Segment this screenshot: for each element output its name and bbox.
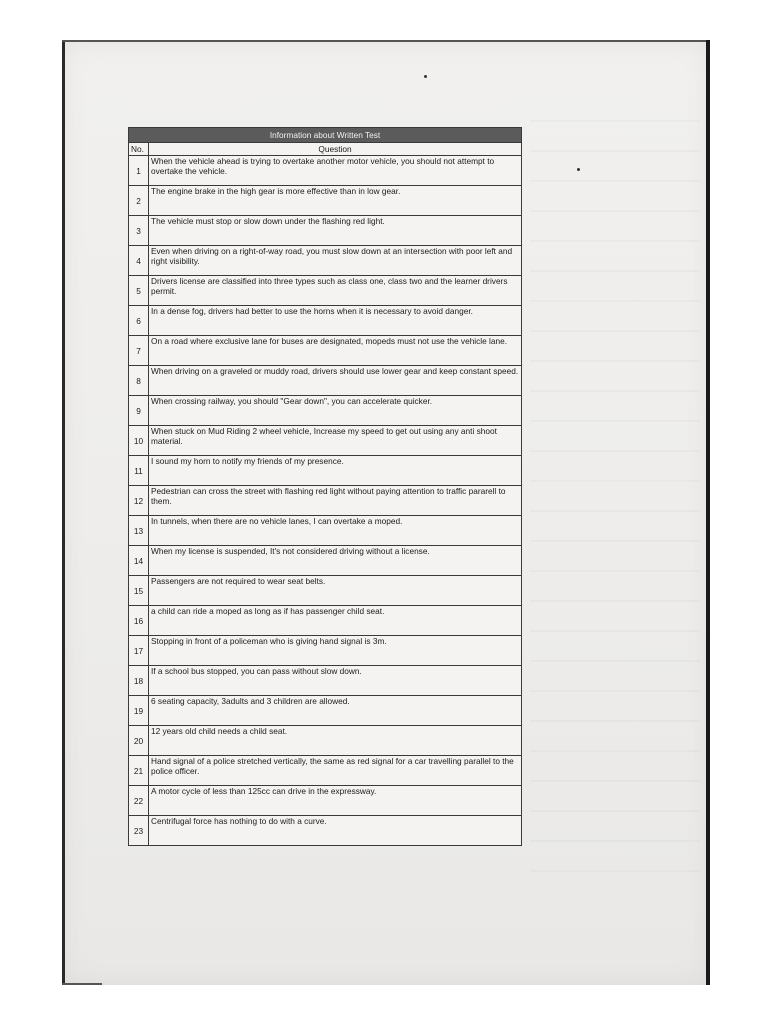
question-number: 10 (129, 426, 149, 456)
question-number: 4 (129, 246, 149, 276)
question-number: 13 (129, 516, 149, 546)
table-row (129, 606, 522, 636)
question-number: 3 (129, 216, 149, 246)
question-text: In a dense fog, drivers had better to use the horns when it is necessary to avoid danger. (149, 306, 522, 336)
question-text: A motor cycle of less than 125cc can drive in the expressway. (149, 786, 522, 816)
question-number: 23 (129, 816, 149, 846)
question-text: When stuck on Mud Riding 2 wheel vehicle, Increase my speed to get out using any anti shoot material. (149, 426, 522, 456)
table-body (129, 156, 522, 846)
question-text: The engine brake in the high gear is more effective than in low gear. (149, 186, 522, 216)
question-number: 22 (129, 786, 149, 816)
question-text: On a road where exclusive lane for buses are designated, mopeds must not use the vehicle lane. (149, 336, 522, 366)
table-row (129, 336, 522, 366)
header-question: Question (149, 143, 522, 156)
table-row (129, 756, 522, 786)
question-text: Hand signal of a police stretched vertically, the same as red signal for a car travelling parallel to the police officer. (149, 756, 522, 786)
question-text: 6 seating capacity, 3adults and 3 children are allowed. (149, 696, 522, 726)
question-number: 9 (129, 396, 149, 426)
question-text: Stopping in front of a policeman who is giving hand signal is 3m. (149, 636, 522, 666)
question-number: 17 (129, 636, 149, 666)
question-text: The vehicle must stop or slow down under the flashing red light. (149, 216, 522, 246)
table-row (129, 456, 522, 486)
table-row (129, 486, 522, 516)
written-test-table (128, 127, 522, 846)
table-title: Information about Written Test (129, 128, 522, 143)
sheet-edge-right (706, 40, 710, 985)
question-number: 14 (129, 546, 149, 576)
table-row (129, 306, 522, 336)
table-row (129, 426, 522, 456)
table-row (129, 576, 522, 606)
question-number: 12 (129, 486, 149, 516)
table-row (129, 396, 522, 426)
question-number: 2 (129, 186, 149, 216)
table-row (129, 816, 522, 846)
paper-speck (577, 168, 580, 171)
question-text: When the vehicle ahead is trying to overtake another motor vehicle, you should not attempt to overtake the vehicle. (149, 156, 522, 186)
table-row (129, 546, 522, 576)
question-number: 19 (129, 696, 149, 726)
question-text: 12 years old child needs a child seat. (149, 726, 522, 756)
question-number: 8 (129, 366, 149, 396)
question-text: Centrifugal force has nothing to do with a curve. (149, 816, 522, 846)
question-number: 7 (129, 336, 149, 366)
question-number: 20 (129, 726, 149, 756)
table-row (129, 246, 522, 276)
question-text: Drivers license are classified into three types such as class one, class two and the learner drivers permit. (149, 276, 522, 306)
table-row (129, 636, 522, 666)
question-number: 15 (129, 576, 149, 606)
sheet-edge-bottom (62, 983, 102, 985)
question-number: 11 (129, 456, 149, 486)
table-row (129, 666, 522, 696)
question-text: I sound my horn to notify my friends of my presence. (149, 456, 522, 486)
table-header-row (129, 143, 522, 156)
question-number: 21 (129, 756, 149, 786)
sheet-edge-left (62, 40, 65, 985)
question-number: 16 (129, 606, 149, 636)
show-through-bleed (530, 120, 700, 880)
question-text: Passengers are not required to wear seat belts. (149, 576, 522, 606)
question-text: When my license is suspended, It's not considered driving without a license. (149, 546, 522, 576)
question-text: Even when driving on a right-of-way road, you must slow down at an intersection with poor left and right visibility. (149, 246, 522, 276)
question-number: 1 (129, 156, 149, 186)
question-number: 5 (129, 276, 149, 306)
table-row (129, 366, 522, 396)
table-row (129, 216, 522, 246)
question-text: Pedestrian can cross the street with flashing red light without paying attention to traffic pararell to them. (149, 486, 522, 516)
table-row (129, 156, 522, 186)
header-no: No. (129, 143, 149, 156)
table-row (129, 276, 522, 306)
question-text: a child can ride a moped as long as if has passenger child seat. (149, 606, 522, 636)
table-row (129, 726, 522, 756)
table-row (129, 696, 522, 726)
table-row (129, 186, 522, 216)
paper-speck (424, 75, 427, 78)
question-text: When crossing railway, you should "Gear down", you can accelerate quicker. (149, 396, 522, 426)
question-text: If a school bus stopped, you can pass without slow down. (149, 666, 522, 696)
question-text: In tunnels, when there are no vehicle lanes, I can overtake a moped. (149, 516, 522, 546)
table-row (129, 516, 522, 546)
question-number: 6 (129, 306, 149, 336)
table-row (129, 786, 522, 816)
question-text: When driving on a graveled or muddy road, drivers should use lower gear and keep constant speed. (149, 366, 522, 396)
question-number: 18 (129, 666, 149, 696)
sheet-edge-top (62, 40, 710, 42)
